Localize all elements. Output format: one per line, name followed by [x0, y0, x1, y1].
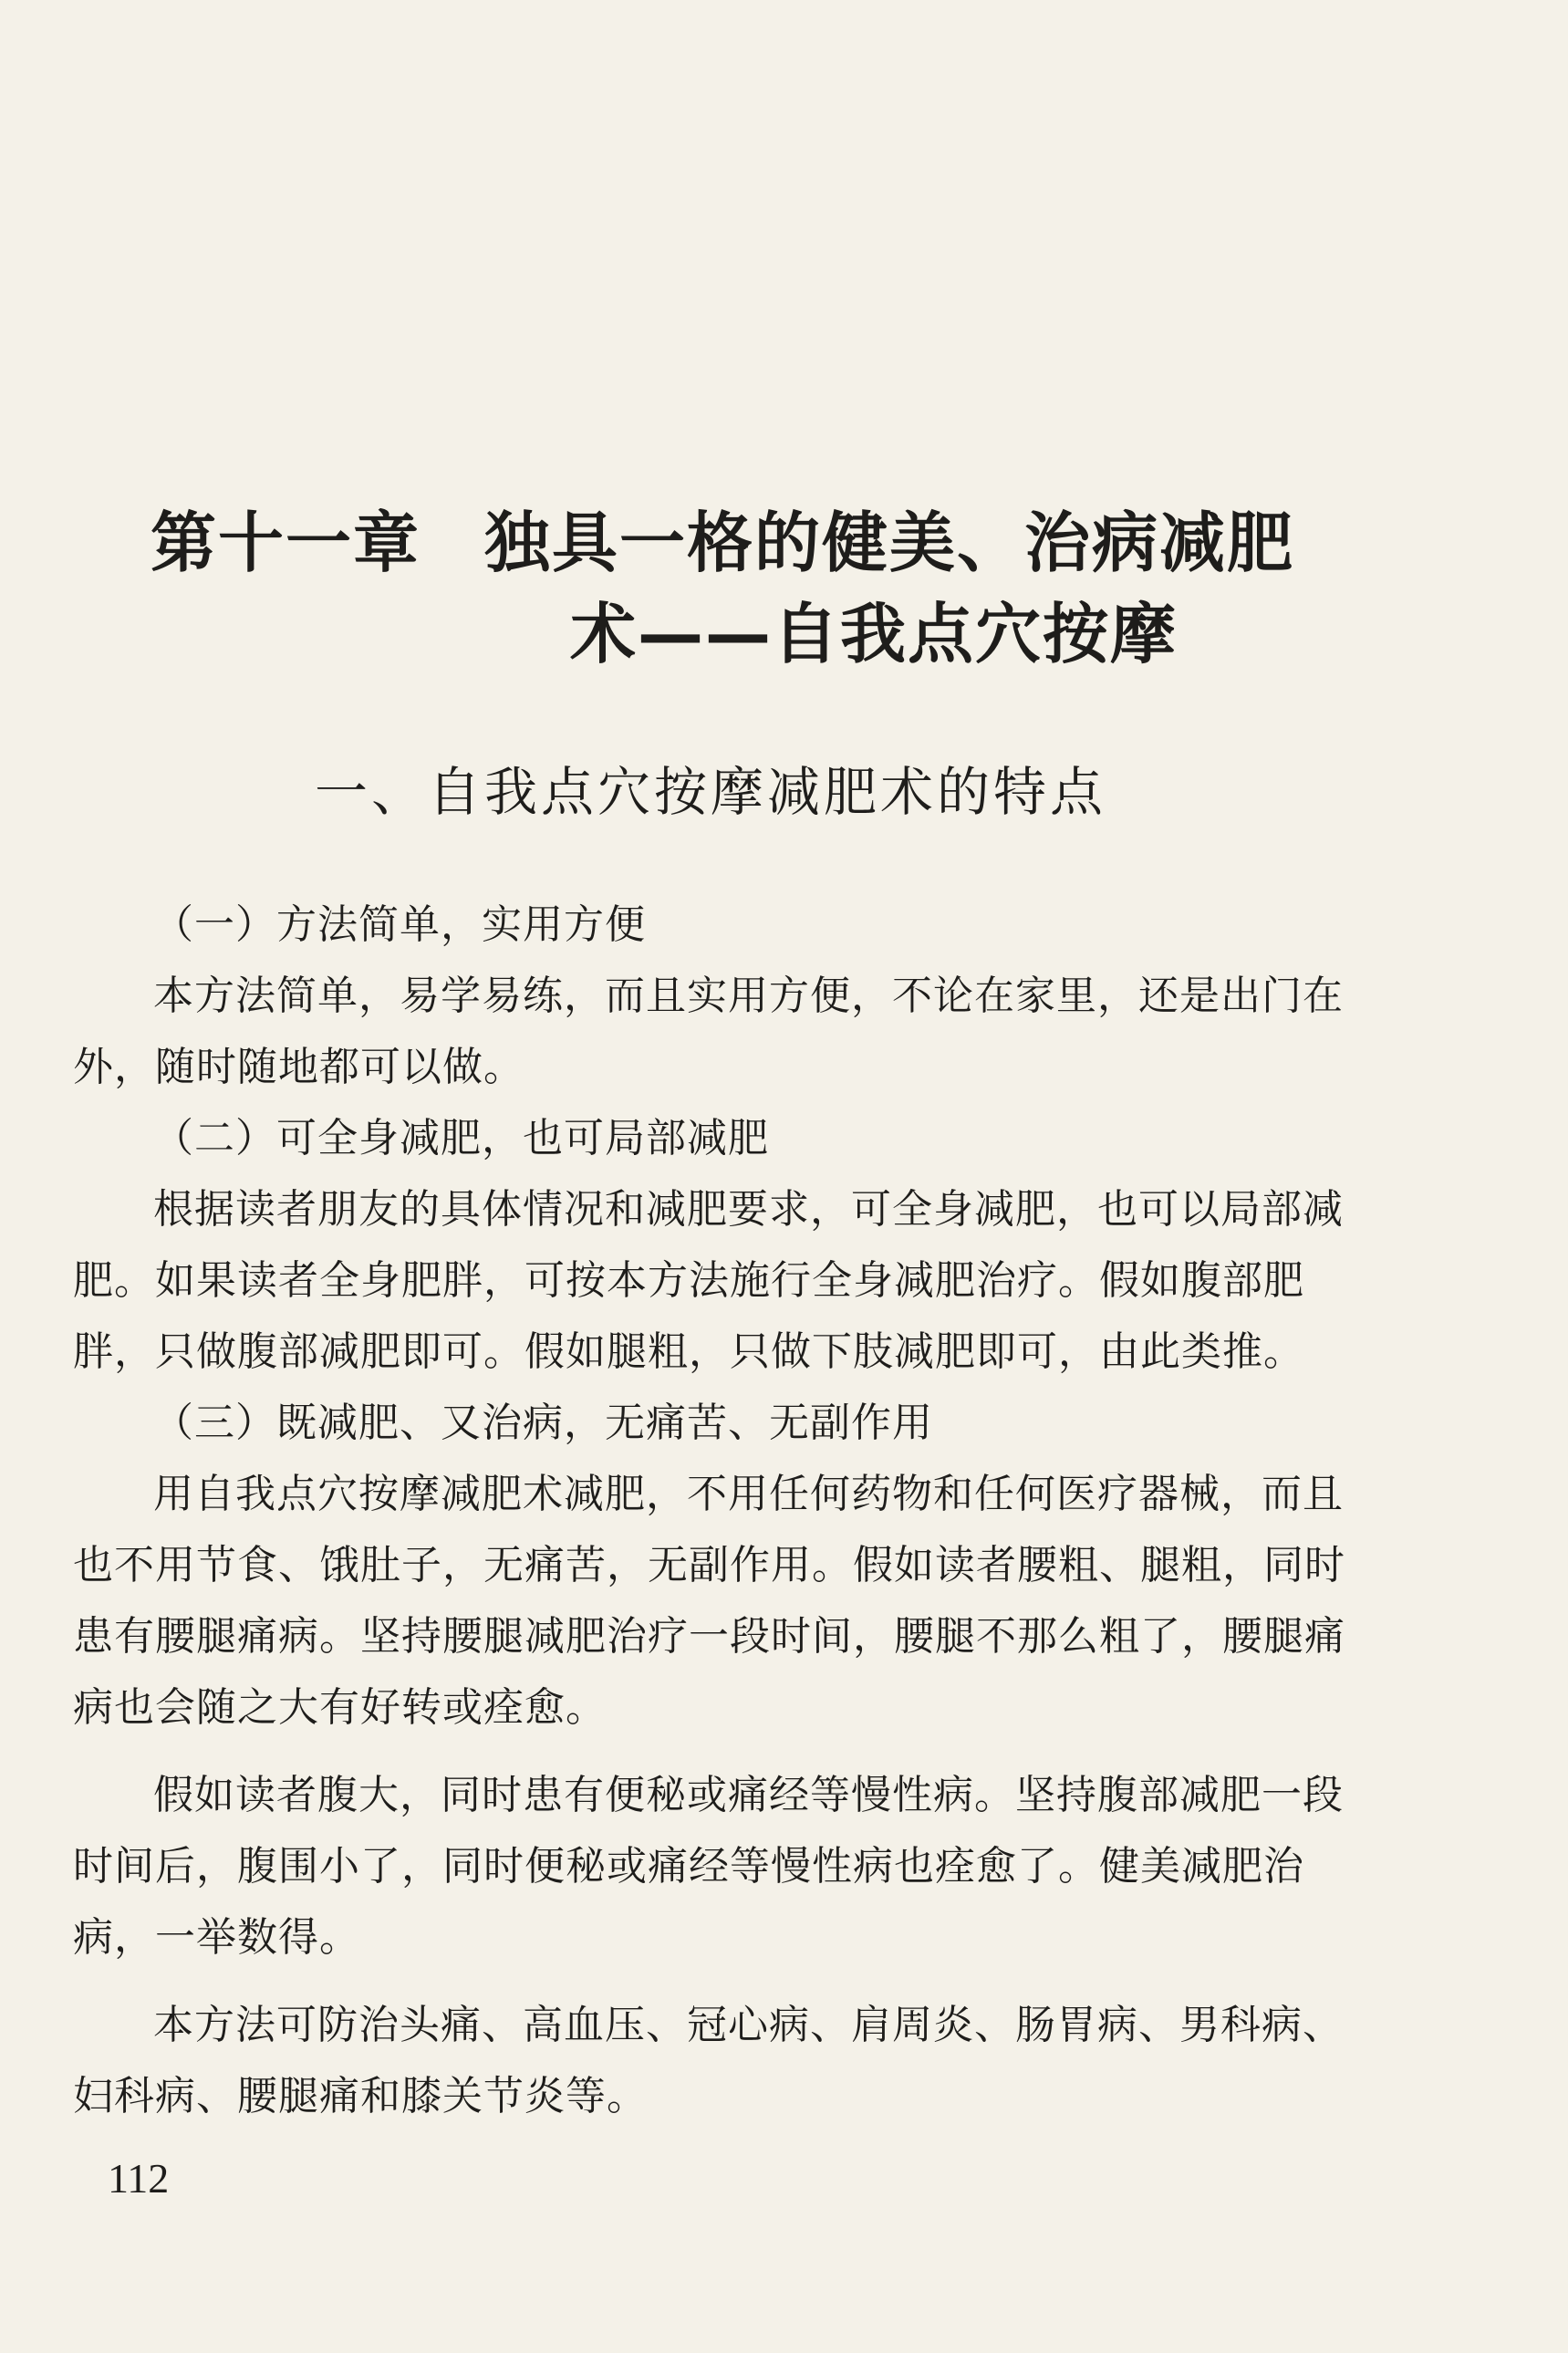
paragraph-4: 假如读者腹大，同时患有便秘或痛经等慢性病。坚持腹部减肥一段时间后，腹围小了，同时便秘或痛经等慢性病也痊愈了。健美减肥治病，一举数得。	[73, 1772, 1344, 1961]
section-title: 一、自我点穴按摩减肥术的特点	[315, 761, 1107, 823]
chapter-number: 第十一章	[151, 505, 421, 581]
chapter-title-line1	[151, 497, 1336, 588]
page-number: 112	[108, 2155, 170, 2202]
chapter-title-text-1: 独具一格的健美、治病减肥	[484, 505, 1295, 581]
chapter-title	[151, 497, 1336, 680]
subheading-2: （二）可全身减肥，也可局部减肥	[153, 1115, 769, 1161]
subheading-1: （一）方法简单，实用方便	[153, 901, 646, 948]
paragraph-3: 用自我点穴按摩减肥术减肥，不用任何药物和任何医疗器械，而且也不用节食、饿肚子，无痛苦，无副作用。假如读者腰粗、腿粗，同时患有腰腿痛病。坚持腰腿减肥治疗一段时间，腰腿不那么粗了，腰腿痛病也会随之大有好转或痊愈。	[73, 1471, 1345, 1731]
paragraph-5: 本方法可防治头痛、高血压、冠心病、肩周炎、肠胃病、男科病、妇科病、腰腿痛和膝关节炎等。	[73, 2002, 1344, 2119]
subheading-3: （三）既减肥、又治病，无痛苦、无副作用	[153, 1400, 933, 1446]
paragraph-1: 本方法简单，易学易练，而且实用方便，不论在家里，还是出门在外，随时随地都可以做。	[73, 973, 1344, 1090]
paragraph-2: 根据读者朋友的具体情况和减肥要求，可全身减肥，也可以局部减肥。如果读者全身肥胖，可按本方法施行全身减肥治疗。假如腹部肥胖，只做腹部减肥即可。假如腿粗，只做下肢减肥即可，由此类推。	[73, 1186, 1344, 1375]
body-text	[73, 890, 1377, 2132]
chapter-title-text-2: 术——自我点穴按摩	[570, 596, 1179, 672]
